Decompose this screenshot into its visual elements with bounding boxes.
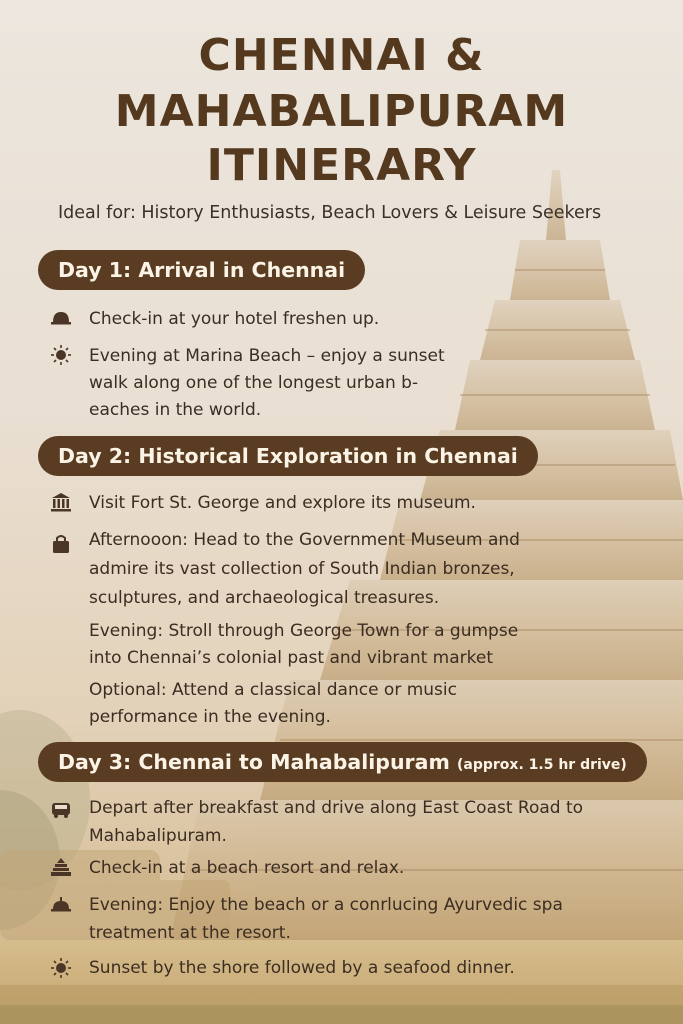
day-2-item-3: Evening: Stroll through George Town for a gumpse into Chennai’s colonial past and vibrant market	[89, 621, 519, 668]
museum-icon	[50, 491, 72, 513]
subtitle: Ideal for: History Enthusiasts, Beach Lovers & Leisure Seekers	[58, 203, 602, 223]
bag-icon	[50, 533, 72, 555]
title-line-2: MAHABALIPURAM	[114, 86, 569, 137]
day-2-item-2: Afternooon: Head to the Government Museum and admire its vast collection of South Indian bronzes, sculptures, and archaeological treasures.	[89, 530, 520, 608]
day-2-heading: Day 2: Historical Exploration in Chennai	[38, 436, 538, 476]
day-3-item-1: Depart after breakfast and drive along East Coast Road to Mahabalipuram.	[89, 798, 584, 846]
hotel-bell-icon	[50, 306, 72, 328]
day-3-heading	[38, 742, 647, 782]
day-1-item-1: Check-in at your hotel freshen up.	[89, 309, 380, 329]
day-2-item-4: Optional: Attend a classical dance or music performance in the evening.	[89, 680, 457, 727]
sun-icon	[50, 344, 72, 366]
day-1-heading: Day 1: Arrival in Chennai	[38, 250, 365, 290]
day-3-heading-title: Day 3: Chennai to Mahabalipuram	[58, 750, 450, 774]
spa-icon	[50, 894, 72, 916]
sun-icon	[50, 957, 72, 979]
day-3-heading-note: (approx. 1.5 hr drive)	[457, 757, 627, 773]
day-3-item-2: Check-in at a beach resort and relax.	[89, 858, 405, 878]
temple-icon	[50, 857, 72, 879]
day-3-item-4: Sunset by the shore followed by a seafood dinner.	[89, 958, 515, 978]
title-line-3: ITINERARY	[206, 140, 477, 191]
day-1-item-2: Evening at Marina Beach – enjoy a sunset walk along one of the longest urban b-eaches in the world.	[89, 346, 445, 420]
day-3-item-3: Evening: Enjoy the beach or a conrlucing Ayurvedic spa treatment at the resort.	[89, 895, 563, 943]
title-line-1: CHENNAI &	[198, 30, 485, 81]
day-2-item-1: Visit Fort St. George and explore its museum.	[89, 493, 476, 513]
car-icon	[50, 798, 72, 820]
